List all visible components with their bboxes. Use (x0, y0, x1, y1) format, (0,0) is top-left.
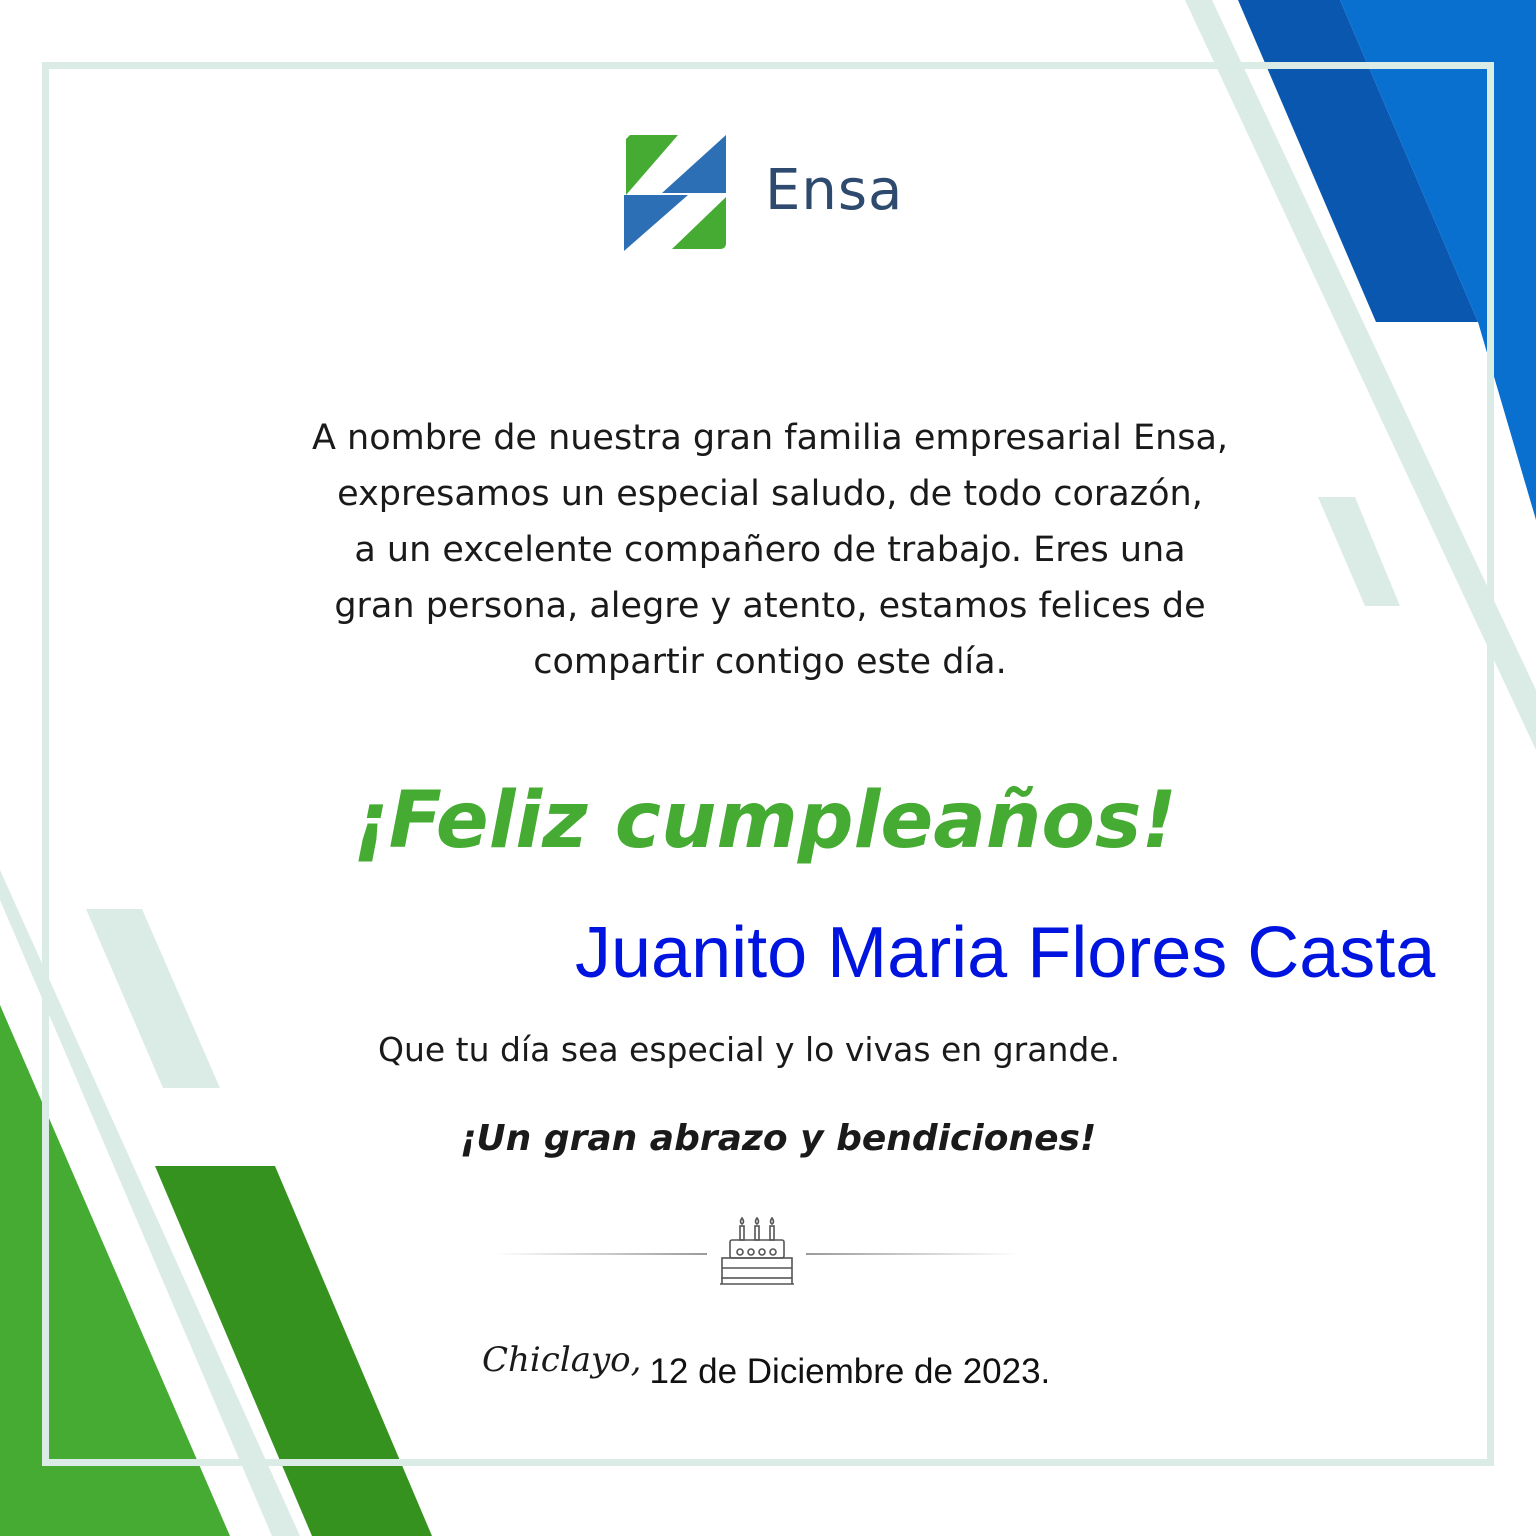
divider-line-right (806, 1253, 1018, 1255)
message-line: expresamos un especial saludo, de todo corazón, (337, 474, 1203, 514)
footer-place-date (482, 1340, 1051, 1391)
city: Chiclayo, (482, 1340, 642, 1380)
message-line: a un excelente compañero de trabajo. Eres una (354, 530, 1186, 570)
ensa-logo-icon (622, 133, 728, 251)
date: 12 de Diciembre de 2023. (649, 1352, 1051, 1391)
birthday-cake-icon (718, 1212, 796, 1286)
brand-name: Ensa (765, 158, 904, 223)
message-paragraph (220, 410, 1320, 690)
hug-text: ¡Un gran abrazo y bendiciones! (460, 1118, 1097, 1159)
divider-line-left (495, 1253, 707, 1255)
recipient-name: Juanito Maria Flores Casta (575, 913, 1436, 993)
message-line: compartir contigo este día. (533, 642, 1007, 682)
message-line: A nombre de nuestra gran familia empresarial Ensa, (311, 418, 1229, 458)
birthday-greeting: ¡Feliz cumpleaños! (353, 776, 1177, 866)
message-line: gran persona, alegre y atento, estamos felices de (334, 586, 1206, 626)
wish-text: Que tu día sea especial y lo vivas en grande. (378, 1030, 1121, 1069)
